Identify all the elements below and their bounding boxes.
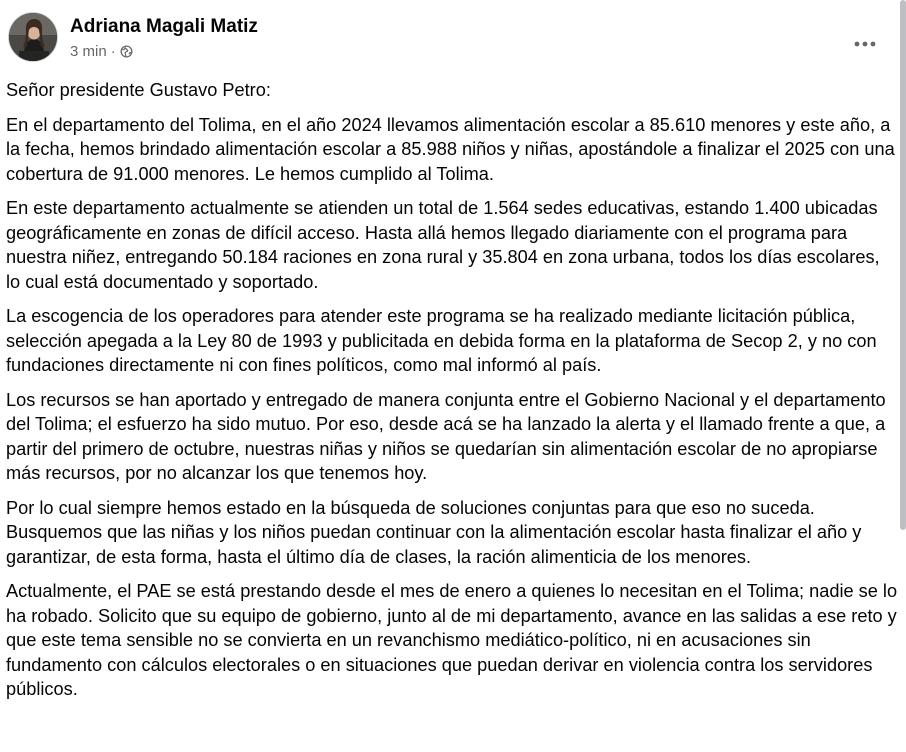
author-name[interactable]: Adriana Magali Matiz — [70, 16, 258, 37]
more-icon — [854, 34, 876, 40]
meta-separator: · — [110, 43, 116, 60]
scrollbar-thumb[interactable] — [900, 0, 906, 530]
post-paragraph: Señor presidente Gustavo Petro: — [6, 80, 271, 100]
scrollbar[interactable] — [900, 0, 906, 752]
post-paragraph: En este departamento actualmente se atienden un total de 1.564 sedes educativas, estando 1.400 ubicadas geográficamente en zonas de difícil acceso. Hasta allá hemos llegado diariamente con el programa para nuestra niñez, entregando 50.184 raciones en zona rural y 35.804 en zona urbana, todos los días escolares, lo cual está documentado y soportado. — [6, 198, 880, 292]
post-time[interactable]: 3 min — [70, 43, 107, 60]
globe-icon[interactable] — [120, 45, 133, 58]
post-paragraph: En el departamento del Tolima, en el año 2024 llevamos alimentación escolar a 85.610 menores y este año, a la fecha, hemos brindado alimentación escolar a 85.988 niños y niñas, apostándole a finalizar el 2025 con una cobertura de 91.000 menores. Le hemos cumplido al Tolima. — [6, 114, 895, 184]
post-paragraph: Por lo cual siempre hemos estado en la búsqueda de soluciones conjuntas para que eso no suceda. Busquemos que las niñas y los niños puedan continuar con la alimentación escolar hasta finalizar el año y garantizar, de esta forma, hasta el último día de clases, la ración alimenticia de los menores. — [6, 497, 862, 567]
post-paragraph: La escogencia de los operadores para atender este programa se ha realizado mediante licitación pública, selección apegada a la Ley 80 de 1993 y publicitada en debida forma en la plataforma de Secop 2, y no con fundaciones directamente ni con fines políticos, como mal informó al país. — [6, 306, 877, 375]
avatar-photo — [9, 13, 58, 62]
post-body — [6, 78, 898, 712]
more-options-button[interactable] — [850, 22, 880, 52]
post-meta — [70, 43, 133, 60]
post-header — [8, 12, 888, 64]
post-paragraph: Los recursos se han aportado y entregado de manera conjunta entre el Gobierno Nacional y el departamento del Tolima; el esfuerzo ha sido mutuo. Por eso, desde acá se ha lanzado la alerta y el llamado frente a que, a partir del primero de octubre, nuestras niñas y niños se quedarían sin alimentación escolar de no apropiarse más recursos, por no alcanzar los que tenemos hoy. — [6, 389, 886, 483]
avatar[interactable] — [8, 12, 58, 62]
post-paragraph: Actualmente, el PAE se está prestando desde el mes de enero a quienes lo necesitan en el Tolima; nadie se lo ha robado. Solicito que su equipo de gobierno, junto al de mi departamento, avance en las salidas a ese reto y que este tema sensible no se convierta en un revanchismo mediático-político, ni en acusaciones sin fundamento con cálculos electorales o en situaciones que puedan derivar en violencia contra los servidores públicos. — [6, 581, 898, 699]
